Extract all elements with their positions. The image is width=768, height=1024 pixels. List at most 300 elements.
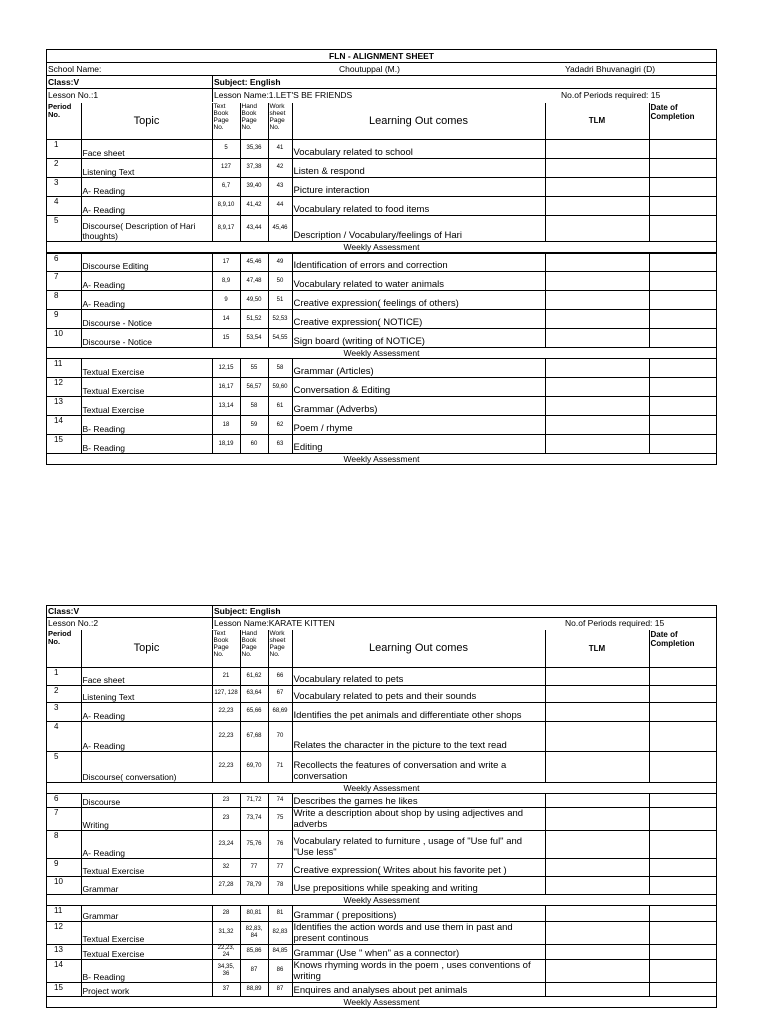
table-row <box>47 253 716 272</box>
table-row <box>47 807 716 830</box>
date-cell <box>649 685 716 702</box>
table-row <box>47 858 716 876</box>
work-sheet-page: 41 <box>268 139 292 158</box>
hand-book-page: 85,86 <box>240 944 268 959</box>
topic-cell: Listening Text <box>81 685 212 702</box>
date-cell <box>649 944 716 959</box>
outcome-cell: Conversation & Editing <box>292 378 545 397</box>
weekly-assessment-label: Weekly Assessment <box>47 348 716 359</box>
work-sheet-page: 54,55 <box>268 329 292 348</box>
work-sheet-page: 58 <box>268 359 292 378</box>
outcome-cell: Relates the character in the picture to the text read <box>292 721 545 751</box>
date-cell <box>649 876 716 894</box>
date-cell <box>649 435 716 454</box>
outcome-cell: Grammar ( prepositions) <box>292 905 545 921</box>
weekly-assessment-row <box>47 782 716 793</box>
header-work-sheet: Work sheet Page No. <box>268 103 292 139</box>
work-sheet-page: 51 <box>268 291 292 310</box>
table-row <box>47 921 716 944</box>
hand-book-page: 39,40 <box>240 177 268 196</box>
header-tlm: TLM <box>545 630 649 667</box>
hand-book-page: 53,54 <box>240 329 268 348</box>
text-book-page: 127, 128 <box>212 685 240 702</box>
outcome-cell: Vocabulary related to furniture , usage of "Use ful" and "Use less" <box>292 830 545 858</box>
weekly-assessment-label: Weekly Assessment <box>47 782 716 793</box>
outcome-cell: Creative expression( NOTICE) <box>292 310 545 329</box>
text-book-page: 12,15 <box>212 359 240 378</box>
work-sheet-page: 84,85 <box>268 944 292 959</box>
work-sheet-page: 49 <box>268 253 292 272</box>
school-label: School Name: <box>48 64 102 74</box>
header-outcomes: Learning Out comes <box>292 103 545 139</box>
tlm-cell <box>545 291 649 310</box>
period-number: 12 <box>47 921 81 944</box>
tlm-cell <box>545 158 649 177</box>
period-number: 6 <box>47 793 81 807</box>
weekly-assessment-label: Weekly Assessment <box>47 241 716 253</box>
tlm-cell <box>545 685 649 702</box>
date-cell <box>649 139 716 158</box>
table-row <box>47 416 716 435</box>
tlm-cell <box>545 807 649 830</box>
work-sheet-page: 45,46 <box>268 215 292 241</box>
lesson-number: Lesson No.:1 <box>48 90 99 100</box>
outcome-cell: Sign board (writing of NOTICE) <box>292 329 545 348</box>
text-book-page: 32 <box>212 858 240 876</box>
text-book-page: 8,9 <box>212 272 240 291</box>
table-row <box>47 876 716 894</box>
text-book-page: 16,17 <box>212 378 240 397</box>
work-sheet-page: 75 <box>268 807 292 830</box>
tlm-cell <box>545 751 649 782</box>
outcome-cell: Write a description about shop by using adjectives and adverbs <box>292 807 545 830</box>
date-cell <box>649 272 716 291</box>
tlm-cell <box>545 876 649 894</box>
outcome-cell: Creative expression( feelings of others) <box>292 291 545 310</box>
date-cell <box>649 196 716 215</box>
topic-cell: B- Reading <box>81 959 212 982</box>
tlm-cell <box>545 793 649 807</box>
tlm-cell <box>545 944 649 959</box>
period-number: 6 <box>47 253 81 272</box>
hand-book-page: 82,83, 84 <box>240 921 268 944</box>
text-book-page: 14 <box>212 310 240 329</box>
outcome-cell: Editing <box>292 435 545 454</box>
hand-book-page: 69,70 <box>240 751 268 782</box>
tlm-cell <box>545 329 649 348</box>
text-book-page: 17 <box>212 253 240 272</box>
work-sheet-page: 70 <box>268 721 292 751</box>
work-sheet-page: 74 <box>268 793 292 807</box>
table-row <box>47 959 716 982</box>
header-text-book: Text Book Page No. <box>212 630 240 667</box>
table-row <box>47 905 716 921</box>
tlm-cell <box>545 310 649 329</box>
work-sheet-page: 42 <box>268 158 292 177</box>
text-book-page: 22,23 <box>212 702 240 721</box>
text-book-page: 18 <box>212 416 240 435</box>
weekly-assessment-label: Weekly Assessment <box>47 454 716 465</box>
class-row <box>47 76 716 89</box>
subject-label: Subject: English <box>214 77 281 87</box>
topic-cell: Grammar <box>81 876 212 894</box>
outcome-cell: Creative expression( Writes about his favorite pet ) <box>292 858 545 876</box>
table-row <box>47 830 716 858</box>
sheet-title: FLN - ALIGNMENT SHEET <box>47 50 716 63</box>
topic-cell: Discourse( Description of Hari thoughts) <box>81 215 212 241</box>
topic-cell: Textual Exercise <box>81 858 212 876</box>
period-number: 1 <box>47 667 81 685</box>
period-number: 4 <box>47 196 81 215</box>
text-book-page: 22,23 <box>212 751 240 782</box>
hand-book-page: 63,64 <box>240 685 268 702</box>
date-cell <box>649 905 716 921</box>
work-sheet-page: 61 <box>268 397 292 416</box>
header-topic: Topic <box>81 103 212 139</box>
period-number: 9 <box>47 310 81 329</box>
hand-book-page: 71,72 <box>240 793 268 807</box>
text-book-page: 127 <box>212 158 240 177</box>
text-book-page: 9 <box>212 291 240 310</box>
class-label: Class:V <box>48 77 80 87</box>
outcome-cell: Identification of errors and correction <box>292 253 545 272</box>
table-row <box>47 685 716 702</box>
table-row <box>47 139 716 158</box>
hand-book-page: 80,81 <box>240 905 268 921</box>
table-row <box>47 359 716 378</box>
period-number: 7 <box>47 272 81 291</box>
tlm-cell <box>545 721 649 751</box>
hand-book-page: 60 <box>240 435 268 454</box>
outcome-cell: Vocabulary related to food items <box>292 196 545 215</box>
period-number: 8 <box>47 291 81 310</box>
header-hand-book: Hand Book Page No. <box>240 630 268 667</box>
work-sheet-page: 87 <box>268 982 292 996</box>
hand-book-page: 43,44 <box>240 215 268 241</box>
topic-cell: A- Reading <box>81 721 212 751</box>
topic-cell: Discourse - Notice <box>81 310 212 329</box>
topic-cell: A- Reading <box>81 702 212 721</box>
outcome-cell: Picture interaction <box>292 177 545 196</box>
date-cell <box>649 667 716 685</box>
period-table <box>47 630 716 1008</box>
topic-cell: Project work <box>81 982 212 996</box>
tlm-cell <box>545 416 649 435</box>
date-cell <box>649 378 716 397</box>
lesson-name: Lesson Name:KARATE KITTEN <box>214 618 335 628</box>
tlm-cell <box>545 905 649 921</box>
date-cell <box>649 416 716 435</box>
tlm-cell <box>545 921 649 944</box>
table-row <box>47 196 716 215</box>
date-cell <box>649 721 716 751</box>
date-cell <box>649 310 716 329</box>
lesson-number: Lesson No.:2 <box>48 618 99 628</box>
tlm-cell <box>545 359 649 378</box>
work-sheet-page: 63 <box>268 435 292 454</box>
outcome-cell: Identifies the pet animals and differentiate other shops <box>292 702 545 721</box>
text-book-page: 31,32 <box>212 921 240 944</box>
date-cell <box>649 921 716 944</box>
date-cell <box>649 359 716 378</box>
text-book-page: 8,9,10 <box>212 196 240 215</box>
header-hand-book: Hand Book Page No. <box>240 103 268 139</box>
date-cell <box>649 858 716 876</box>
weekly-assessment-label: Weekly Assessment <box>47 996 716 1007</box>
weekly-assessment-row <box>47 348 716 359</box>
lesson-row <box>47 618 716 630</box>
table-row <box>47 721 716 751</box>
date-cell <box>649 793 716 807</box>
weekly-assessment-row <box>47 894 716 905</box>
hand-book-page: 61,62 <box>240 667 268 685</box>
outcome-cell: Poem / rhyme <box>292 416 545 435</box>
hand-book-page: 87 <box>240 959 268 982</box>
work-sheet-page: 82,83 <box>268 921 292 944</box>
hand-book-page: 65,66 <box>240 702 268 721</box>
topic-cell: Grammar <box>81 905 212 921</box>
period-number: 5 <box>47 215 81 241</box>
hand-book-page: 88,89 <box>240 982 268 996</box>
header-tlm: TLM <box>545 103 649 139</box>
topic-cell: A- Reading <box>81 196 212 215</box>
period-number: 13 <box>47 944 81 959</box>
period-number: 14 <box>47 416 81 435</box>
topic-cell: Writing <box>81 807 212 830</box>
period-number: 1 <box>47 139 81 158</box>
period-number: 2 <box>47 685 81 702</box>
period-table <box>47 103 716 465</box>
outcome-cell: Knows rhyming words in the poem , uses conventions of writing <box>292 959 545 982</box>
work-sheet-page: 86 <box>268 959 292 982</box>
table-row <box>47 329 716 348</box>
work-sheet-page: 67 <box>268 685 292 702</box>
outcome-cell: Listen & respond <box>292 158 545 177</box>
date-cell <box>649 215 716 241</box>
weekly-assessment-row <box>47 241 716 253</box>
period-number: 14 <box>47 959 81 982</box>
date-cell <box>649 291 716 310</box>
period-number: 15 <box>47 982 81 996</box>
date-cell <box>649 177 716 196</box>
hand-book-page: 37,38 <box>240 158 268 177</box>
hand-book-page: 56,57 <box>240 378 268 397</box>
period-number: 13 <box>47 397 81 416</box>
table-row <box>47 378 716 397</box>
text-book-page: 34,35, 36 <box>212 959 240 982</box>
text-book-page: 23,24 <box>212 830 240 858</box>
topic-cell: Face sheet <box>81 139 212 158</box>
topic-cell: Textual Exercise <box>81 397 212 416</box>
topic-cell: A- Reading <box>81 291 212 310</box>
topic-cell: Discourse - Notice <box>81 329 212 348</box>
outcome-cell: Enquires and analyses about pet animals <box>292 982 545 996</box>
text-book-page: 27,28 <box>212 876 240 894</box>
period-number: 2 <box>47 158 81 177</box>
outcome-cell: Description / Vocabulary/feelings of Hari <box>292 215 545 241</box>
date-cell <box>649 329 716 348</box>
tlm-cell <box>545 196 649 215</box>
outcome-cell: Grammar (Articles) <box>292 359 545 378</box>
tlm-cell <box>545 139 649 158</box>
text-book-page: 8,9,17 <box>212 215 240 241</box>
work-sheet-page: 77 <box>268 858 292 876</box>
table-header <box>47 103 716 139</box>
text-book-page: 37 <box>212 982 240 996</box>
header-period: Period No. <box>47 630 81 667</box>
table-row <box>47 944 716 959</box>
tlm-cell <box>545 435 649 454</box>
table-header <box>47 630 716 667</box>
period-number: 9 <box>47 858 81 876</box>
header-text-book: Text Book Page No. <box>212 103 240 139</box>
date-cell <box>649 959 716 982</box>
period-number: 3 <box>47 702 81 721</box>
period-number: 12 <box>47 378 81 397</box>
table-row <box>47 177 716 196</box>
date-cell <box>649 397 716 416</box>
table-row <box>47 751 716 782</box>
topic-cell: Textual Exercise <box>81 921 212 944</box>
table-row <box>47 215 716 241</box>
table-row <box>47 397 716 416</box>
outcome-cell: Vocabulary related to pets and their sounds <box>292 685 545 702</box>
work-sheet-page: 81 <box>268 905 292 921</box>
period-number: 10 <box>47 876 81 894</box>
tlm-cell <box>545 982 649 996</box>
hand-book-page: 51,52 <box>240 310 268 329</box>
lesson-name: Lesson Name:1.LET'S BE FRIENDS <box>214 90 353 100</box>
tlm-cell <box>545 253 649 272</box>
text-book-page: 6,7 <box>212 177 240 196</box>
tlm-cell <box>545 830 649 858</box>
topic-cell: Textual Exercise <box>81 378 212 397</box>
lesson-row <box>47 89 716 103</box>
table-row <box>47 158 716 177</box>
tlm-cell <box>545 177 649 196</box>
hand-book-page: 75,76 <box>240 830 268 858</box>
header-topic: Topic <box>81 630 212 667</box>
text-book-page: 5 <box>212 139 240 158</box>
period-number: 8 <box>47 830 81 858</box>
outcome-cell: Vocabulary related to pets <box>292 667 545 685</box>
text-book-page: 22,23, 24 <box>212 944 240 959</box>
periods-required: No.of Periods required: 15 <box>565 618 665 628</box>
hand-book-page: 55 <box>240 359 268 378</box>
class-label: Class:V <box>48 606 80 616</box>
topic-cell: Textual Exercise <box>81 944 212 959</box>
alignment-sheet-lesson-1 <box>46 49 717 465</box>
table-row <box>47 291 716 310</box>
period-number: 15 <box>47 435 81 454</box>
topic-cell: Textual Exercise <box>81 359 212 378</box>
tlm-cell <box>545 959 649 982</box>
table-row <box>47 702 716 721</box>
topic-cell: B- Reading <box>81 416 212 435</box>
hand-book-page: 45,46 <box>240 253 268 272</box>
text-book-page: 28 <box>212 905 240 921</box>
topic-cell: Face sheet <box>81 667 212 685</box>
header-period: Period No. <box>47 103 81 139</box>
header-date: Date of Completion <box>649 630 716 667</box>
alignment-sheet-lesson-2 <box>46 605 717 1008</box>
work-sheet-page: 52,53 <box>268 310 292 329</box>
tlm-cell <box>545 667 649 685</box>
work-sheet-page: 59,60 <box>268 378 292 397</box>
period-number: 7 <box>47 807 81 830</box>
weekly-assessment-row <box>47 454 716 465</box>
tlm-cell <box>545 397 649 416</box>
topic-cell: A- Reading <box>81 272 212 291</box>
work-sheet-page: 68,69 <box>268 702 292 721</box>
outcome-cell: Recollects the features of conversation and write a conversation <box>292 751 545 782</box>
header-work-sheet: Work sheet Page No. <box>268 630 292 667</box>
outcome-cell: Vocabulary related to school <box>292 139 545 158</box>
hand-book-page: 49,50 <box>240 291 268 310</box>
district-name: Yadadri Bhuvanagiri (D) <box>565 64 656 74</box>
period-number: 4 <box>47 721 81 751</box>
work-sheet-page: 62 <box>268 416 292 435</box>
period-number: 11 <box>47 905 81 921</box>
mandal-name: Choutuppal (M.) <box>339 64 400 74</box>
text-book-page: 13,14 <box>212 397 240 416</box>
table-row <box>47 667 716 685</box>
hand-book-page: 35,36 <box>240 139 268 158</box>
period-number: 3 <box>47 177 81 196</box>
topic-cell: A- Reading <box>81 177 212 196</box>
table-row <box>47 435 716 454</box>
topic-cell: Discourse( conversation) <box>81 751 212 782</box>
hand-book-page: 73,74 <box>240 807 268 830</box>
hand-book-page: 67,68 <box>240 721 268 751</box>
topic-cell: B- Reading <box>81 435 212 454</box>
weekly-assessment-label: Weekly Assessment <box>47 894 716 905</box>
tlm-cell <box>545 858 649 876</box>
topic-cell: Discourse <box>81 793 212 807</box>
outcome-cell: Grammar (Use " when" as a connector) <box>292 944 545 959</box>
work-sheet-page: 78 <box>268 876 292 894</box>
table-row <box>47 310 716 329</box>
class-row <box>47 606 716 618</box>
outcome-cell: Use prepositions while speaking and writing <box>292 876 545 894</box>
date-cell <box>649 830 716 858</box>
table-row <box>47 272 716 291</box>
date-cell <box>649 982 716 996</box>
hand-book-page: 58 <box>240 397 268 416</box>
tlm-cell <box>545 272 649 291</box>
outcome-cell: Describes the games he likes <box>292 793 545 807</box>
tlm-cell <box>545 702 649 721</box>
outcome-cell: Vocabulary related to water animals <box>292 272 545 291</box>
date-cell <box>649 158 716 177</box>
hand-book-page: 41,42 <box>240 196 268 215</box>
text-book-page: 21 <box>212 667 240 685</box>
date-cell <box>649 253 716 272</box>
subject-label: Subject: English <box>214 606 281 616</box>
text-book-page: 23 <box>212 807 240 830</box>
header-outcomes: Learning Out comes <box>292 630 545 667</box>
outcome-cell: Identifies the action words and use them in past and present continous <box>292 921 545 944</box>
outcome-cell: Grammar (Adverbs) <box>292 397 545 416</box>
hand-book-page: 47,48 <box>240 272 268 291</box>
table-row <box>47 982 716 996</box>
tlm-cell <box>545 378 649 397</box>
date-cell <box>649 807 716 830</box>
hand-book-page: 77 <box>240 858 268 876</box>
weekly-assessment-row <box>47 996 716 1007</box>
work-sheet-page: 50 <box>268 272 292 291</box>
period-number: 5 <box>47 751 81 782</box>
